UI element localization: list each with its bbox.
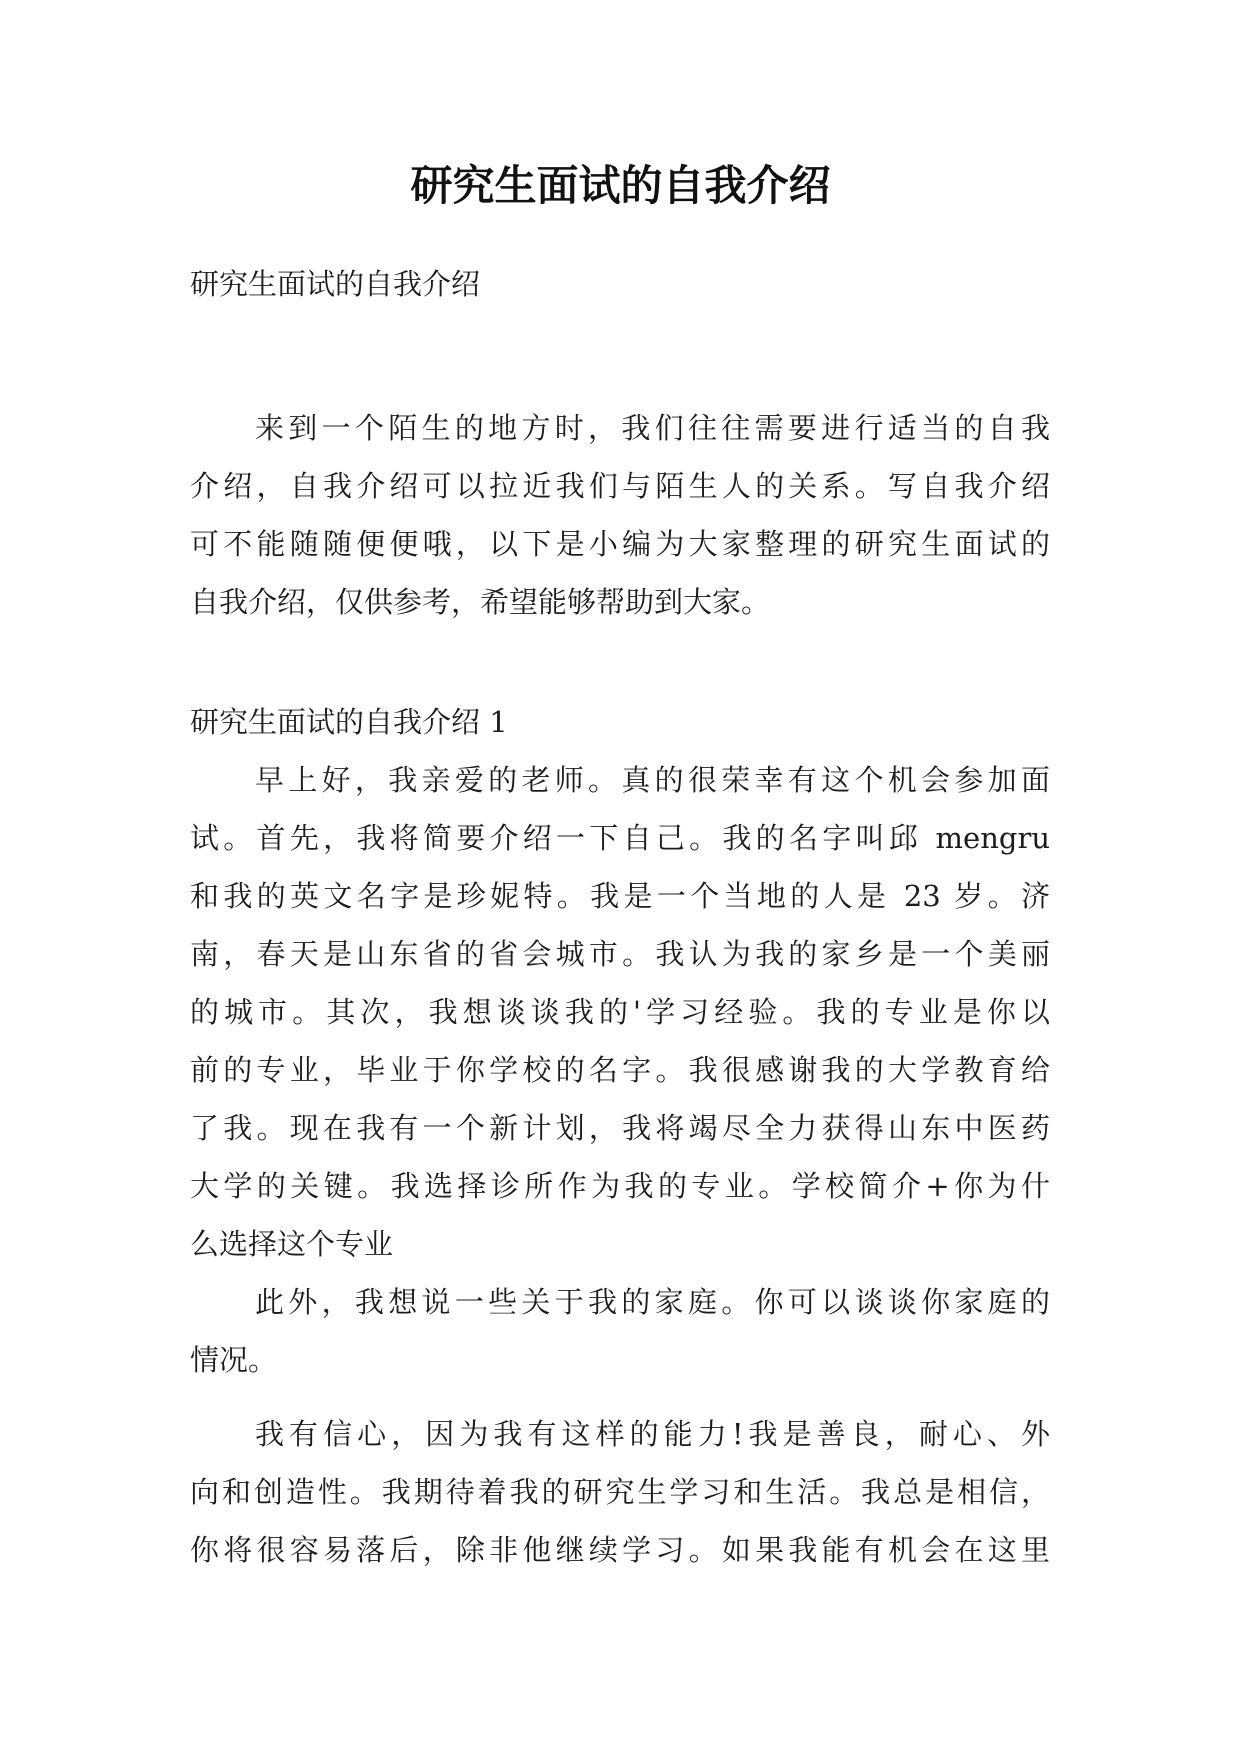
section-heading: 研究生面试的自我介绍 1	[190, 705, 508, 739]
document-title: 研究生面试的自我介绍	[410, 161, 831, 210]
paragraph-1-line-7: 了我。现在我有一个新计划，我将竭尽全力获得山东中医药	[190, 1111, 1050, 1145]
paragraph-3-line-1: 我有信心，因为我有这样的能力!我是善良，耐心、外	[255, 1417, 1050, 1451]
paragraph-1-line-9: 么选择这个专业	[190, 1227, 394, 1261]
paragraph-1-line-1: 早上好，我亲爱的老师。真的很荣幸有这个机会参加面	[255, 763, 1050, 797]
paragraph-1-line-4: 南，春天是山东省的省会城市。我认为我的家乡是一个美丽	[190, 937, 1050, 971]
paragraph-1-line-6: 前的专业，毕业于你学校的名字。我很感谢我的大学教育给	[190, 1053, 1050, 1087]
paragraph-3-line-2: 向和创造性。我期待着我的研究生学习和生活。我总是相信，	[190, 1475, 1050, 1509]
paragraph-1-line-5: 的城市。其次，我想谈谈我的'学习经验。我的专业是你以	[190, 995, 1050, 1029]
intro-line-3: 可不能随随便便哦，以下是小编为大家整理的研究生面试的	[190, 527, 1050, 561]
document-subtitle: 研究生面试的自我介绍	[190, 267, 481, 301]
intro-line-4: 自我介绍，仅供参考，希望能够帮助到大家。	[190, 585, 771, 619]
paragraph-1-line-3: 和我的英文名字是珍妮特。我是一个当地的人是 23 岁。济	[190, 879, 1050, 913]
intro-line-2: 介绍，自我介绍可以拉近我们与陌生人的关系。写自我介绍	[190, 469, 1050, 503]
paragraph-1-line-2: 试。首先，我将简要介绍一下自己。我的名字叫邱 mengru	[190, 821, 1050, 855]
paragraph-2-line-2: 情况。	[190, 1343, 278, 1377]
intro-line-1: 来到一个陌生的地方时，我们往往需要进行适当的自我	[255, 411, 1050, 445]
paragraph-3-line-3: 你将很容易落后，除非他继续学习。如果我能有机会在这里	[190, 1533, 1050, 1567]
paragraph-2-line-1: 此外，我想说一些关于我的家庭。你可以谈谈你家庭的	[255, 1285, 1050, 1319]
paragraph-1-line-8: 大学的关键。我选择诊所作为我的专业。学校简介+你为什	[190, 1169, 1050, 1203]
